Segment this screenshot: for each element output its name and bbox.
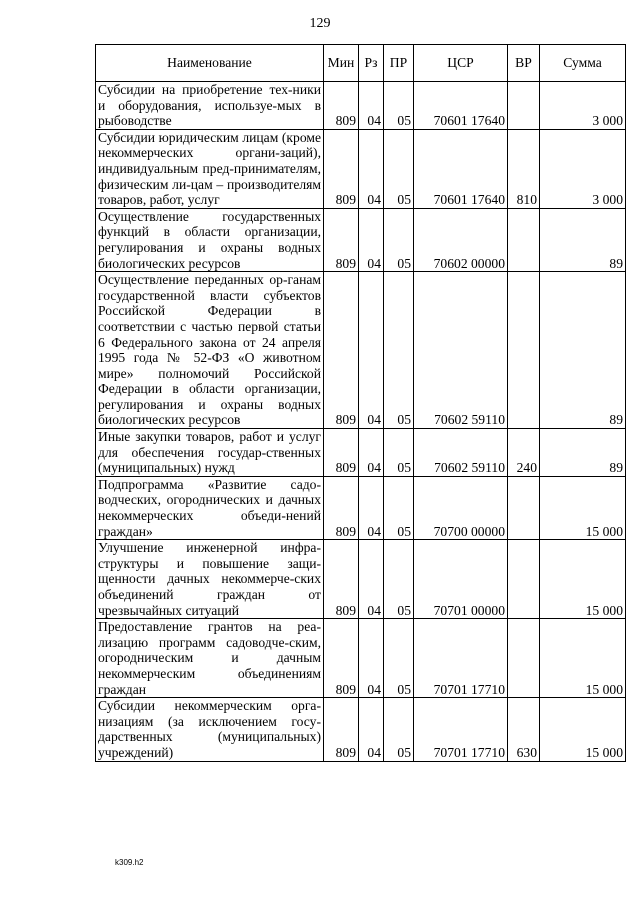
cell-min: 809 xyxy=(324,129,359,208)
cell-rz: 04 xyxy=(359,540,384,619)
cell-name: Осуществление государственных функций в области организации, регулирования и охраны водных биологических ресурсов xyxy=(96,208,324,271)
cell-rz: 04 xyxy=(359,619,384,698)
cell-csr: 70700 00000 xyxy=(414,476,508,539)
cell-pr: 05 xyxy=(384,82,414,130)
table-row xyxy=(96,429,626,477)
cell-min: 809 xyxy=(324,476,359,539)
col-header-rz: Рз xyxy=(359,45,384,82)
col-header-min: Мин xyxy=(324,45,359,82)
cell-name: Предоставление грантов на реа-лизацию программ садоводче-ским, огородническим и дачным некоммерческим объединениям граждан xyxy=(96,619,324,698)
table-row xyxy=(96,619,626,698)
cell-rz: 04 xyxy=(359,129,384,208)
cell-name: Иные закупки товаров, работ и услуг для обеспечения государ-ственных (муниципальных) нужд xyxy=(96,429,324,477)
cell-vr: 810 xyxy=(508,129,540,208)
cell-vr xyxy=(508,272,540,429)
cell-min: 809 xyxy=(324,208,359,271)
table-row xyxy=(96,476,626,539)
cell-name: Подпрограмма «Развитие садо-водческих, огороднических и дачных некоммерческих объеди-нений граждан» xyxy=(96,476,324,539)
table-row xyxy=(96,129,626,208)
cell-name: Субсидии на приобретение тех-ники и оборудования, используе-мых в рыбоводстве xyxy=(96,82,324,130)
cell-vr: 630 xyxy=(508,698,540,761)
cell-min: 809 xyxy=(324,82,359,130)
cell-pr: 05 xyxy=(384,698,414,761)
col-header-pr: ПР xyxy=(384,45,414,82)
cell-sum: 3 000 xyxy=(540,129,626,208)
cell-csr: 70601 17640 xyxy=(414,82,508,130)
cell-pr: 05 xyxy=(384,540,414,619)
table-row xyxy=(96,82,626,130)
cell-rz: 04 xyxy=(359,476,384,539)
cell-vr xyxy=(508,619,540,698)
cell-sum: 15 000 xyxy=(540,698,626,761)
header-row xyxy=(96,45,626,82)
cell-rz: 04 xyxy=(359,82,384,130)
cell-csr: 70602 59110 xyxy=(414,429,508,477)
cell-pr: 05 xyxy=(384,619,414,698)
cell-vr xyxy=(508,540,540,619)
cell-pr: 05 xyxy=(384,129,414,208)
cell-sum: 89 xyxy=(540,429,626,477)
cell-rz: 04 xyxy=(359,208,384,271)
cell-min: 809 xyxy=(324,429,359,477)
cell-csr: 70602 00000 xyxy=(414,208,508,271)
cell-sum: 15 000 xyxy=(540,540,626,619)
cell-name: Субсидии некоммерческим орга-низациям (за исключением госу-дарственных (муниципальных) учреждений) xyxy=(96,698,324,761)
col-header-csr: ЦСР xyxy=(414,45,508,82)
cell-sum: 15 000 xyxy=(540,619,626,698)
cell-csr: 70701 00000 xyxy=(414,540,508,619)
cell-name: Осуществление переданных ор-ганам государственной власти субъектов Российской Федерации в соответствии с частью первой статьи 6 Федерального закона от 24 апреля 1995 года № 52-ФЗ «О животном мире» полномочий Российской Федерации в области организации, регулирования и охраны водных биологических ресурсов xyxy=(96,272,324,429)
page-number: 129 xyxy=(309,16,331,31)
cell-csr: 70701 17710 xyxy=(414,619,508,698)
cell-min: 809 xyxy=(324,540,359,619)
table-row xyxy=(96,540,626,619)
cell-csr: 70602 59110 xyxy=(414,272,508,429)
table-body xyxy=(96,82,626,762)
cell-vr xyxy=(508,208,540,271)
table-row xyxy=(96,272,626,429)
cell-rz: 04 xyxy=(359,698,384,761)
cell-pr: 05 xyxy=(384,429,414,477)
cell-vr xyxy=(508,476,540,539)
cell-pr: 05 xyxy=(384,208,414,271)
cell-sum: 3 000 xyxy=(540,82,626,130)
cell-rz: 04 xyxy=(359,429,384,477)
cell-csr: 70701 17710 xyxy=(414,698,508,761)
col-header-name: Наименование xyxy=(96,45,324,82)
cell-csr: 70601 17640 xyxy=(414,129,508,208)
cell-name: Улучшение инженерной инфра-структуры и повышение защи-щенности дачных некоммерче-ских объединений граждан от чрезвычайных ситуаций xyxy=(96,540,324,619)
cell-pr: 05 xyxy=(384,272,414,429)
cell-sum: 89 xyxy=(540,208,626,271)
cell-sum: 15 000 xyxy=(540,476,626,539)
table-row xyxy=(96,208,626,271)
cell-vr xyxy=(508,82,540,130)
cell-sum: 89 xyxy=(540,272,626,429)
table-row xyxy=(96,698,626,761)
cell-pr: 05 xyxy=(384,476,414,539)
cell-min: 809 xyxy=(324,698,359,761)
col-header-sum: Сумма xyxy=(540,45,626,82)
col-header-vr: ВР xyxy=(508,45,540,82)
cell-name: Субсидии юридическим лицам (кроме некоммерческих органи-заций), индивидуальным пред-принимателям, физическим ли-цам – производителям товаров, работ, услуг xyxy=(96,129,324,208)
budget-table xyxy=(95,44,626,762)
cell-rz: 04 xyxy=(359,272,384,429)
cell-vr: 240 xyxy=(508,429,540,477)
footer-code: k309.h2 xyxy=(115,858,144,867)
cell-min: 809 xyxy=(324,619,359,698)
cell-min: 809 xyxy=(324,272,359,429)
